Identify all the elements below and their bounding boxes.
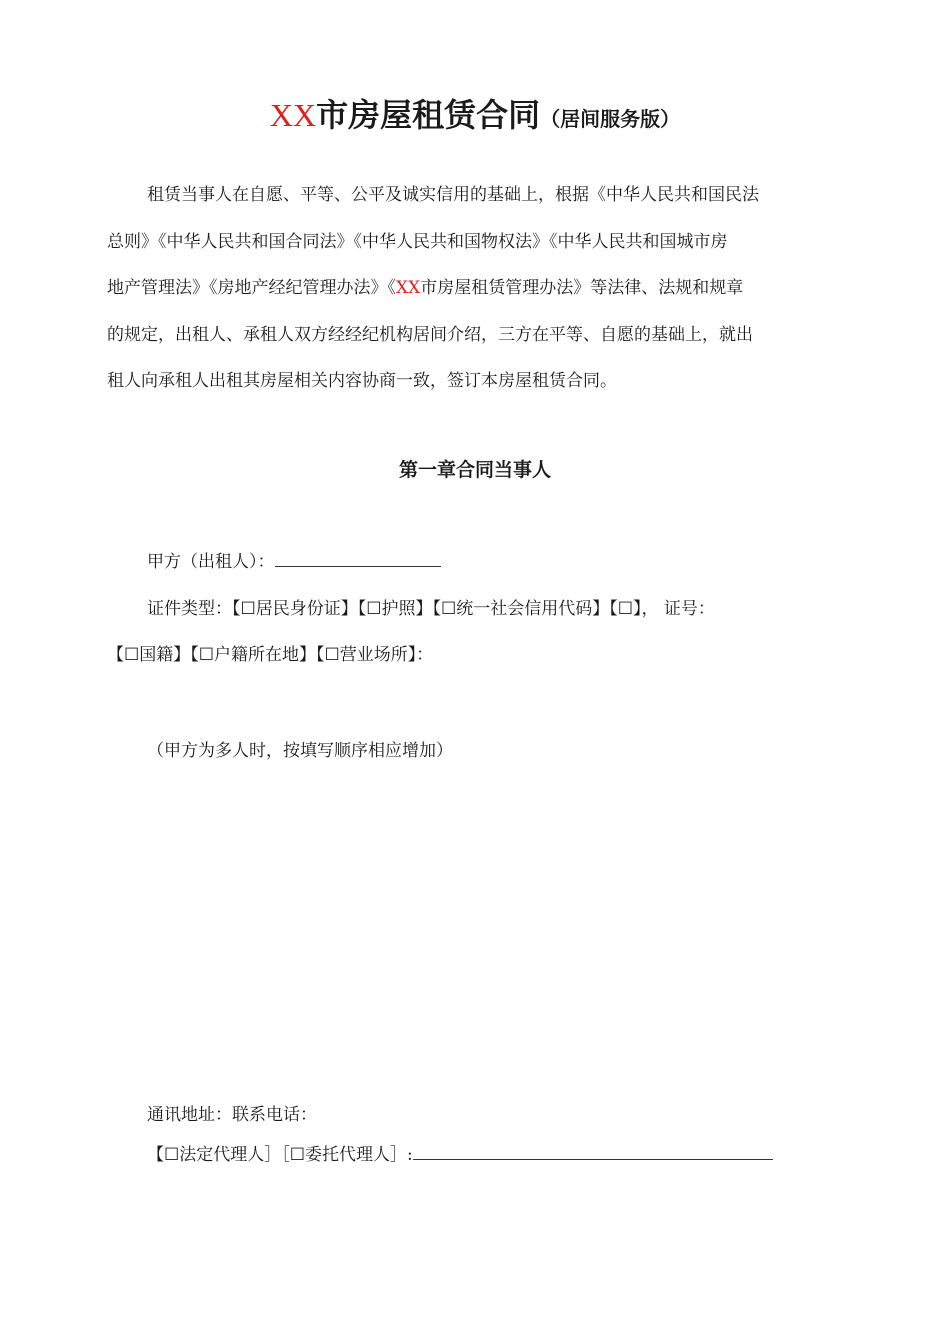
chapter-heading: 第一章合同当事人 bbox=[398, 459, 551, 481]
preamble-line-2: 总则》《中华人民共和国合同法》《中华人民共和国物权法》《中华人民共和国城市房 bbox=[107, 231, 728, 252]
preamble-line-5: 租人向承租人出租其房屋相关内容协商一致，签订本房屋租赁合同。 bbox=[107, 371, 617, 391]
preamble-paragraph bbox=[107, 172, 852, 405]
agent-label: 【☐法定代理人］［☐委托代理人］: bbox=[147, 1145, 413, 1165]
title-city-placeholder: XX bbox=[269, 97, 317, 133]
agent-row bbox=[147, 1140, 773, 1165]
title-subtitle: （居间服务版） bbox=[540, 107, 681, 131]
party-a-blank[interactable] bbox=[275, 550, 441, 567]
city-placeholder: XX bbox=[396, 278, 421, 298]
id-type-line-2: 【☐国籍】【☐户籍所在地】【☐营业场所】： bbox=[107, 645, 434, 665]
preamble-line-3: 地产管理法》《房地产经纪管理办法》《XX市房屋租赁管理办法》等法律、法规和规章 bbox=[107, 278, 744, 298]
agent-blank[interactable] bbox=[413, 1143, 773, 1160]
multi-party-note: （甲方为多人时，按填写顺序相应增加） bbox=[147, 741, 453, 761]
party-a-label: 甲方（出租人）： bbox=[147, 552, 275, 572]
party-a-row bbox=[147, 547, 441, 572]
preamble-line-4: 的规定，出租人、承租人双方经经纪机构居间介绍，三方在平等、自愿的基础上，就出 bbox=[107, 324, 753, 345]
address-phone-line: 通讯地址：联系电话： bbox=[147, 1105, 317, 1125]
preamble-line-1: 租赁当事人在自愿、平等、公平及诚实信用的基础上，根据《中华人民共和国民法 bbox=[147, 185, 759, 205]
title-main: 市房屋租赁合同 bbox=[316, 96, 541, 134]
document-title bbox=[0, 90, 950, 136]
id-type-line-1: 证件类型：【☐居民身份证】【☐护照】【☐统一社会信用代码】【☐】， 证号： bbox=[147, 599, 715, 619]
